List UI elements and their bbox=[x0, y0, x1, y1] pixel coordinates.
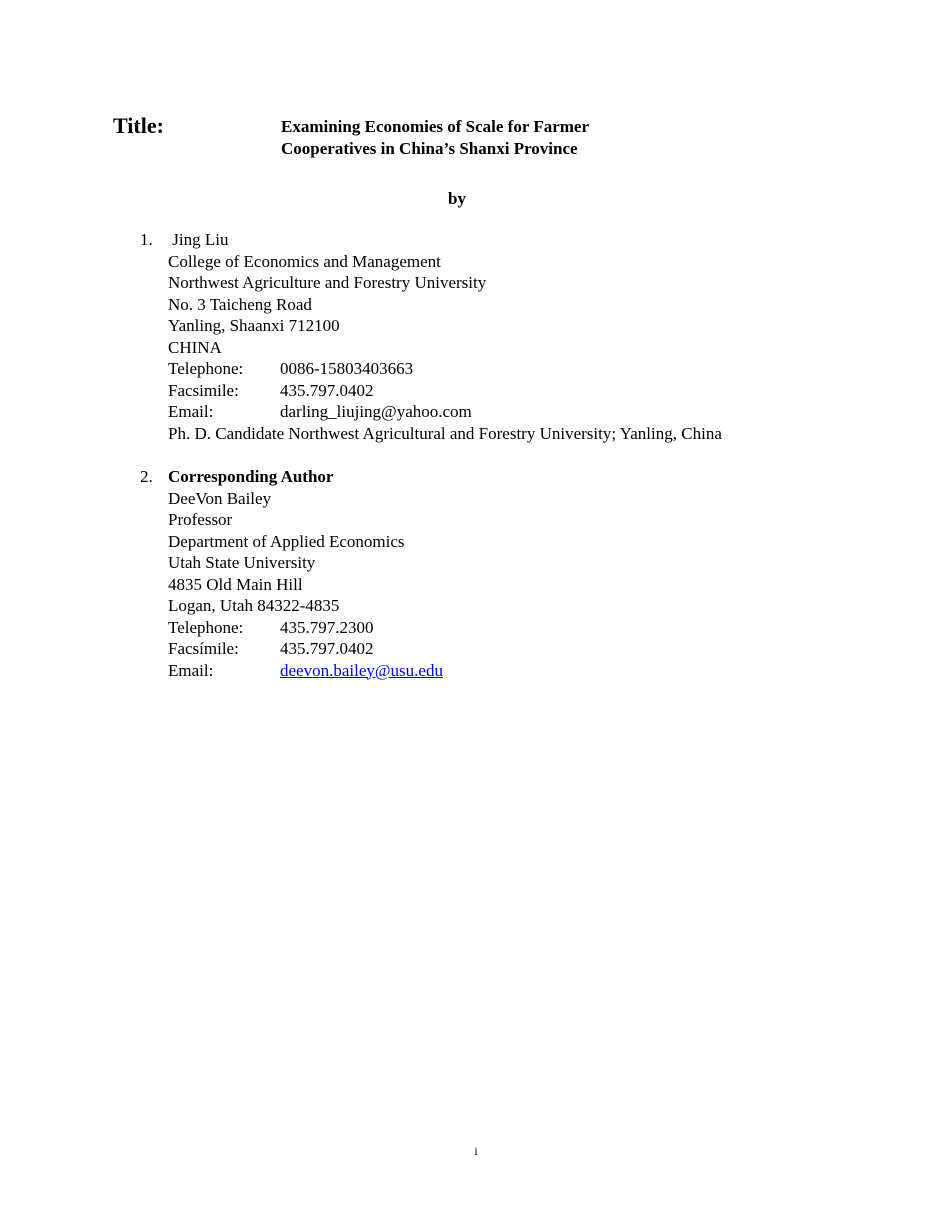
author-1-country: CHINA bbox=[168, 337, 222, 357]
author-2-fax-label: Facsímile: bbox=[168, 639, 239, 658]
author-2-position: Professor bbox=[168, 510, 233, 529]
author-2-fax-row bbox=[168, 638, 443, 660]
page-number: i bbox=[474, 1144, 478, 1158]
author-2-telephone-label: Telephone: bbox=[168, 617, 244, 637]
author-1-note: Ph. D. Candidate Northwest Agricultural and Forestry University; Yanling, China bbox=[168, 423, 722, 443]
title-line-2: Cooperatives in China’s Shanxi Province bbox=[281, 139, 578, 158]
author-2-university: Utah State University bbox=[168, 553, 316, 572]
author-1-affiliation-1: College of Economics and Management bbox=[168, 251, 441, 271]
author-1-telephone: 0086-15803403663 bbox=[280, 359, 414, 378]
paper-title bbox=[281, 116, 589, 160]
author-1-email-row bbox=[168, 401, 722, 423]
author-1-affiliation-2: Northwest Agriculture and Forestry University bbox=[168, 273, 487, 292]
author-1-telephone-label: Telephone: bbox=[168, 359, 244, 378]
author-2-city: Logan, Utah 84322-4835 bbox=[168, 596, 340, 615]
author-2-number: 2. bbox=[140, 467, 153, 486]
title-label: Title: bbox=[113, 113, 164, 138]
author-2-role: Corresponding Author bbox=[168, 467, 334, 486]
author-1-name: Jing Liu bbox=[168, 230, 229, 249]
author-2-email-row bbox=[168, 660, 443, 682]
author-1-fax-label: Facsimile: bbox=[168, 380, 239, 400]
author-1-street: No. 3 Taicheng Road bbox=[168, 294, 312, 314]
author-2-telephone: 435.797.2300 bbox=[280, 617, 374, 637]
author-1-telephone-row bbox=[168, 358, 722, 380]
author-1-city: Yanling, Shaanxi 712100 bbox=[168, 316, 340, 335]
author-2-telephone-row bbox=[168, 617, 443, 639]
author-2-name: DeeVon Bailey bbox=[168, 488, 272, 508]
title-line-1: Examining Economies of Scale for Farmer bbox=[281, 117, 590, 136]
author-1-fax-row bbox=[168, 380, 722, 402]
author-1-email-label: Email: bbox=[168, 402, 214, 421]
author-1-fax: 435.797.0402 bbox=[280, 380, 374, 400]
author-2-street: 4835 Old Main Hill bbox=[168, 574, 303, 594]
by-line: by bbox=[448, 189, 466, 208]
author-1-number: 1. bbox=[140, 230, 153, 249]
author-2-department: Department of Applied Economics bbox=[168, 531, 405, 551]
author-1-email: darling_liujing@yahoo.com bbox=[280, 402, 472, 421]
author-2-email-link[interactable]: deevon.bailey@usu.edu bbox=[280, 660, 443, 680]
author-2-fax: 435.797.0402 bbox=[280, 639, 374, 658]
author-2-email-label: Email: bbox=[168, 660, 214, 680]
